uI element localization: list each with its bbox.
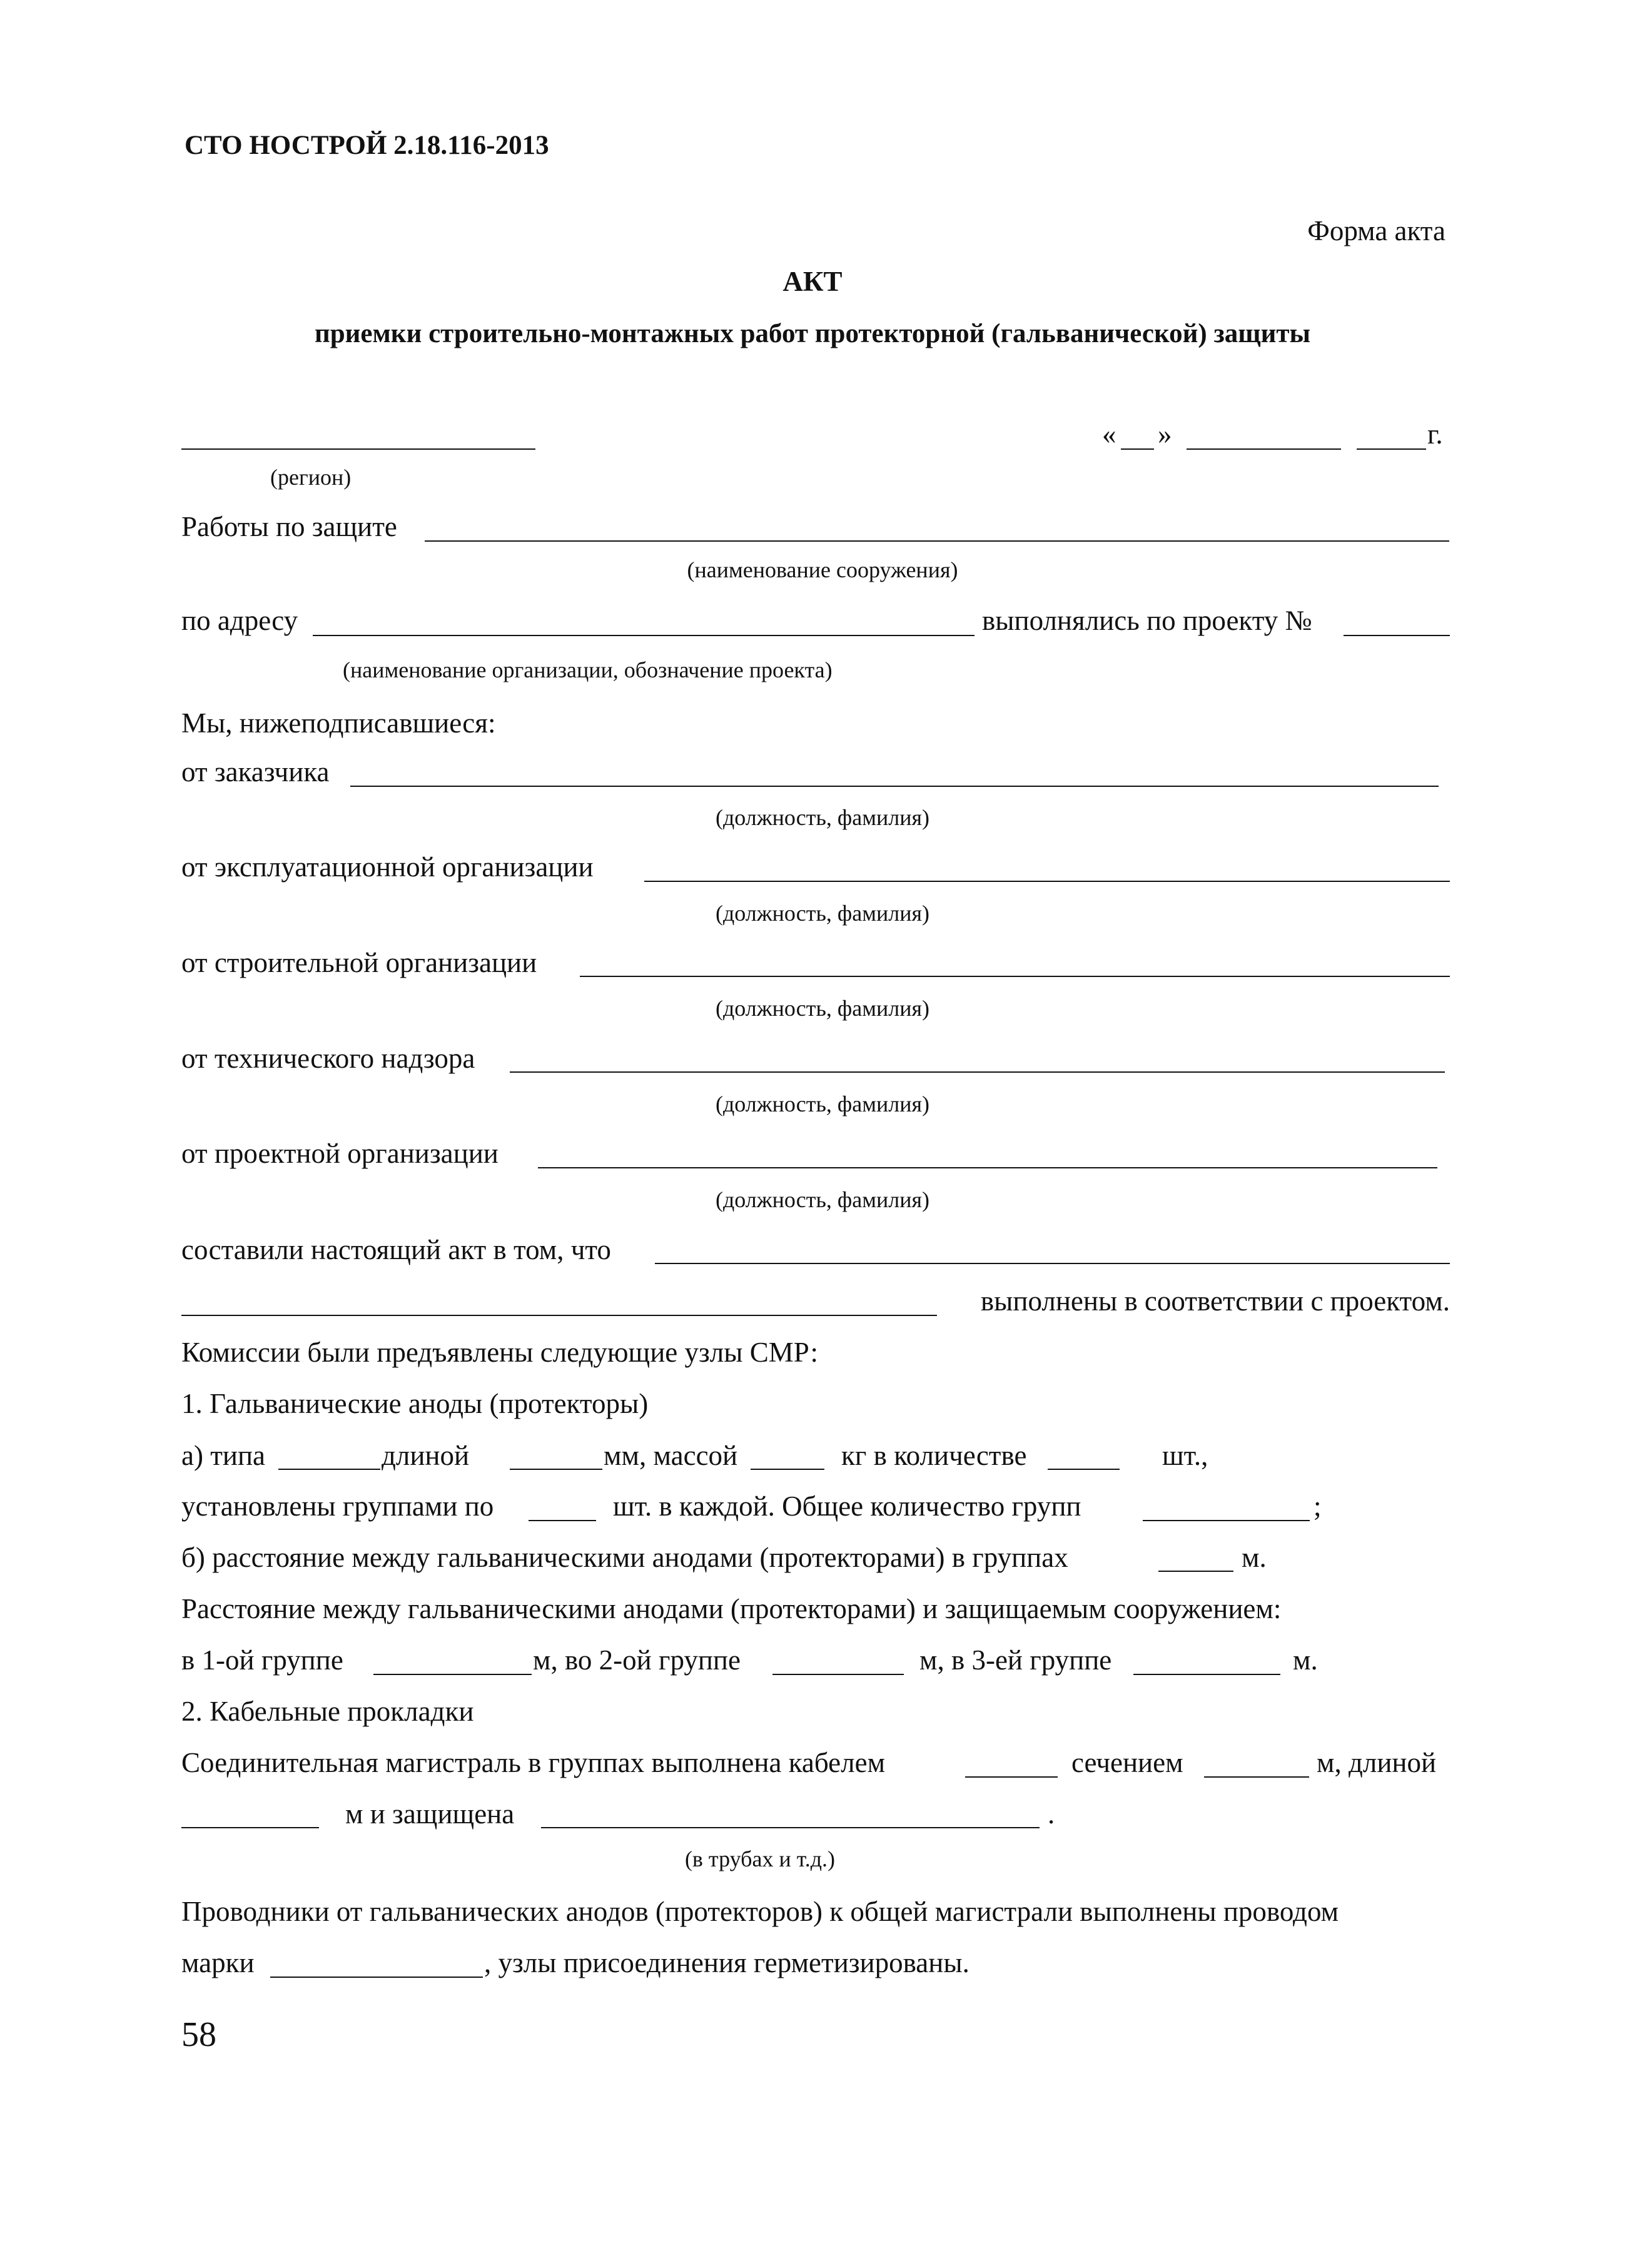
label-group-3: м, в 3-ей группе (919, 1644, 1112, 1676)
address-field[interactable] (313, 635, 974, 636)
customer-field[interactable] (350, 786, 1439, 787)
label-from-customer: от заказчика (181, 756, 330, 787)
heading-item-2: 2. Кабельные прокладки (181, 1696, 474, 1727)
label-group-end: м. (1293, 1644, 1318, 1676)
date-close-quote: » (1158, 418, 1172, 450)
design-field[interactable] (538, 1167, 1437, 1168)
label-b-m: м. (1242, 1542, 1267, 1573)
label-from-supervision: от технического надзора (181, 1043, 475, 1074)
year-suffix: г. (1427, 418, 1443, 450)
protection-field[interactable] (541, 1827, 1040, 1828)
caption-structure-name: (наименование сооружения) (687, 557, 958, 582)
supervision-field[interactable] (510, 1071, 1445, 1073)
standard-code: СТО НОСТРОЙ 2.18.116-2013 (185, 131, 549, 160)
project-no-field[interactable] (1344, 635, 1450, 636)
label-address: по адресу (181, 605, 298, 636)
compiled-field-continued[interactable] (181, 1315, 937, 1316)
label-brand: марки (181, 1947, 255, 1978)
caption-pipes: (в трубах и т.д.) (684, 1846, 836, 1871)
protection-dot: . (1048, 1798, 1055, 1830)
heading-item-1: 1. Гальванические аноды (протекторы) (181, 1388, 649, 1419)
label-sealed: , узлы присоединения герметизированы. (484, 1947, 969, 1978)
anode-type-field[interactable] (278, 1469, 380, 1470)
cable-field[interactable] (965, 1776, 1058, 1778)
caption-position-customer: (должность, фамилия) (715, 805, 930, 830)
group-1-distance-field[interactable] (373, 1674, 532, 1675)
group-2-distance-field[interactable] (772, 1674, 904, 1675)
wire-brand-field[interactable] (270, 1977, 483, 1978)
date-year-field[interactable] (1357, 448, 1426, 450)
date-day-field[interactable] (1121, 448, 1154, 450)
document-title: АКТ (782, 266, 843, 297)
caption-region: (регион) (270, 465, 352, 490)
label-a-mm-mass: мм, массой (604, 1440, 738, 1471)
label-a-kg-qty: кг в количестве (841, 1440, 1027, 1471)
label-group-2: м, во 2-ой группе (533, 1644, 741, 1676)
label-a-length: длиной (382, 1440, 470, 1471)
groups-total-field[interactable] (1143, 1520, 1310, 1521)
form-label: Форма акта (1307, 215, 1445, 246)
section-field[interactable] (1204, 1776, 1309, 1778)
label-conductors: Проводники от гальванических анодов (протекторов) к общей магистрали выполнены проводом (181, 1896, 1339, 1927)
group-3-distance-field[interactable] (1133, 1674, 1280, 1675)
label-section: сечением (1071, 1747, 1183, 1778)
label-main-cable: Соединительная магистраль в группах выполнена кабелем (181, 1747, 886, 1778)
date-open-quote: « (1102, 418, 1116, 450)
compiled-field[interactable] (655, 1263, 1450, 1264)
caption-position-design: (должность, фамилия) (715, 1187, 930, 1212)
label-a-pcs: шт., (1162, 1440, 1208, 1471)
label-distance-structure: Расстояние между гальваническими анодами (протекторами) и защищаемым сооружением: (181, 1593, 1282, 1624)
anode-mass-field[interactable] (751, 1469, 824, 1470)
label-groups-each: шт. в каждой. Общее количество групп (613, 1491, 1081, 1522)
label-presented: Комиссии были предъявлены следующие узлы СМР: (181, 1337, 818, 1368)
region-field[interactable] (181, 448, 535, 450)
document-subtitle: приемки строительно-монтажных работ протекторной (гальванической) защиты (314, 319, 1311, 348)
label-m-length: м, длиной (1317, 1747, 1437, 1778)
date-month-field[interactable] (1187, 448, 1341, 450)
structure-field[interactable] (425, 540, 1449, 542)
label-from-construction: от строительной организации (181, 947, 537, 978)
label-performed: выполнены в соответствии с проектом. (980, 1285, 1450, 1317)
cable-length-field[interactable] (181, 1827, 319, 1828)
label-m-protected: м и защищена (345, 1798, 515, 1830)
label-from-design: от проектной организации (181, 1138, 499, 1169)
label-works-protection: Работы по защите (181, 511, 397, 542)
distance-in-groups-field[interactable] (1158, 1571, 1233, 1572)
caption-position-supervision: (должность, фамилия) (715, 1091, 930, 1116)
label-from-operating: от эксплуатационной организации (181, 851, 594, 883)
construction-field[interactable] (580, 976, 1450, 977)
caption-position-construction: (должность, фамилия) (715, 996, 930, 1021)
operating-field[interactable] (644, 881, 1450, 882)
label-b-distance: б) расстояние между гальваническими анодами (протекторами) в группах (181, 1542, 1068, 1573)
label-undersigned: Мы, нижеподписавшиеся: (181, 707, 496, 739)
label-compiled: составили настоящий акт в том, что (181, 1234, 611, 1265)
anode-length-field[interactable] (510, 1469, 602, 1470)
label-project-no: выполнялись по проекту № (982, 605, 1312, 636)
page-number: 58 (181, 2015, 216, 2054)
caption-org-project: (наименование организации, обозначение проекта) (343, 657, 833, 682)
groups-by-field[interactable] (529, 1520, 596, 1521)
label-groups-by: установлены группами по (181, 1491, 494, 1522)
label-group-1: в 1-ой группе (181, 1644, 343, 1676)
label-a-type: а) типа (181, 1440, 266, 1471)
caption-position-operating: (должность, фамилия) (715, 901, 930, 926)
groups-end: ; (1314, 1491, 1322, 1522)
anode-qty-field[interactable] (1048, 1469, 1120, 1470)
